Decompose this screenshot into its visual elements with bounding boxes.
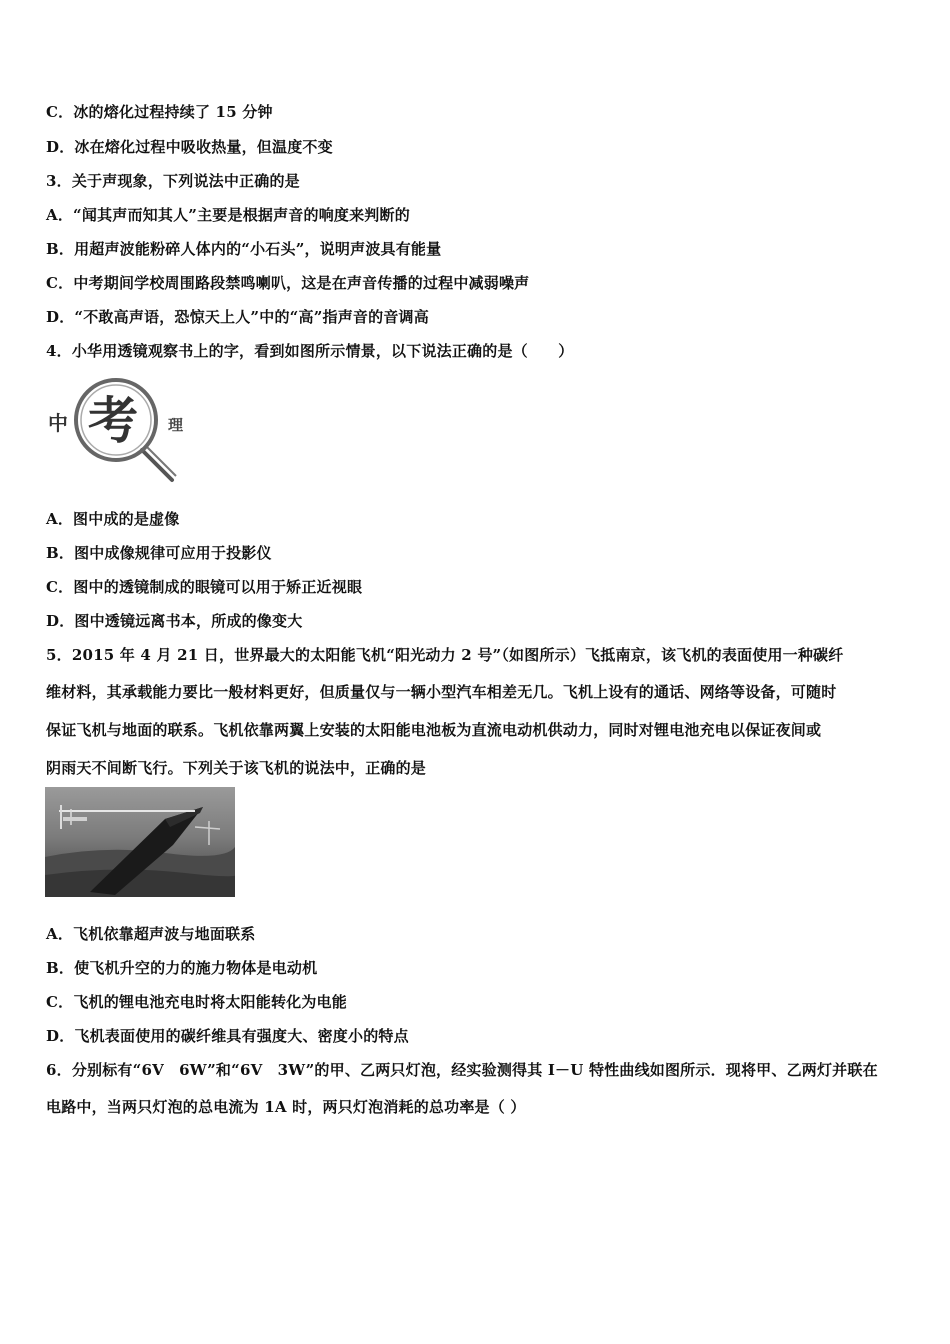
- q5-option-b: B．使飞机升空的力的施力物体是电动机: [46, 959, 318, 977]
- q6-stem-line-2: 电路中，当两只灯泡的总电流为 1A 时，两只灯泡消耗的总功率是（ ）: [46, 1098, 526, 1116]
- q5-option-a: A．飞机依靠超声波与地面联系: [46, 925, 256, 943]
- q5-option-d: D．飞机表面使用的碳纤维具有强度大、密度小的特点: [46, 1027, 409, 1045]
- q4-option-a: A．图中成的是虚像: [46, 510, 180, 528]
- q5-stem-line-3: 保证飞机与地面的联系。飞机依靠两翼上安装的太阳能电池板为直流电动机供动力，同时对锂电池充电以保证夜间或: [46, 721, 822, 739]
- q4-option-d: D．图中透镜远离书本，所成的像变大: [46, 612, 303, 630]
- q3-option-a: A．“闻其声而知其人”主要是根据声音的响度来判断的: [46, 206, 410, 224]
- figure-char-magnified: 考: [88, 392, 138, 450]
- q4-option-c: C．图中的透镜制成的眼镜可以用于矫正近视眼: [46, 578, 363, 596]
- q5-stem-line-2: 维材料，其承载能力要比一般材料更好，但质量仅与一辆小型汽车相差无几。飞机上设有的通话、网络等设备，可随时: [46, 683, 837, 701]
- q4-stem: 4．小华用透镜观察书上的字，看到如图所示情景，以下说法正确的是（ ）: [46, 342, 574, 360]
- q4-option-b: B．图中成像规律可应用于投影仪: [46, 544, 272, 562]
- q3-stem: 3．关于声现象，下列说法中正确的是: [46, 172, 300, 190]
- figure-char-right: 理: [168, 416, 184, 434]
- q2-option-c: C．冰的熔化过程持续了 15 分钟: [46, 103, 273, 121]
- figure-char-left: 中: [48, 411, 68, 435]
- q3-option-c: C．中考期间学校周围路段禁鸣喇叭，这是在声音传播的过程中减弱噪声: [46, 274, 530, 292]
- q3-option-d: D．“不敢高声语，恐惊天上人”中的“高”指声音的音调高: [46, 308, 429, 326]
- q3-option-b: B．用超声波能粉碎人体内的“小石头”，说明声波具有能量: [46, 240, 442, 258]
- solar-plane-photo: [45, 787, 235, 897]
- magnifier-figure: [44, 372, 200, 490]
- q2-option-d: D．冰在熔化过程中吸收热量，但温度不变: [46, 138, 333, 156]
- q5-option-c: C．飞机的锂电池充电时将太阳能转化为电能: [46, 993, 347, 1011]
- q5-stem-line-4: 阴雨天不间断飞行。下列关于该飞机的说法中，正确的是: [46, 759, 427, 777]
- q6-stem-line-1: 6．分别标有“6V 6W”和“6V 3W”的甲、乙两只灯泡，经实验测得其 I－U 特性曲线如图所示．现将甲、乙两灯并联在: [46, 1061, 878, 1079]
- q5-stem-line-1: 5．2015 年 4 月 21 日，世界最大的太阳能飞机“阳光动力 2 号”（如图所示）飞抵南京，该飞机的表面使用一种碳纤: [46, 646, 844, 664]
